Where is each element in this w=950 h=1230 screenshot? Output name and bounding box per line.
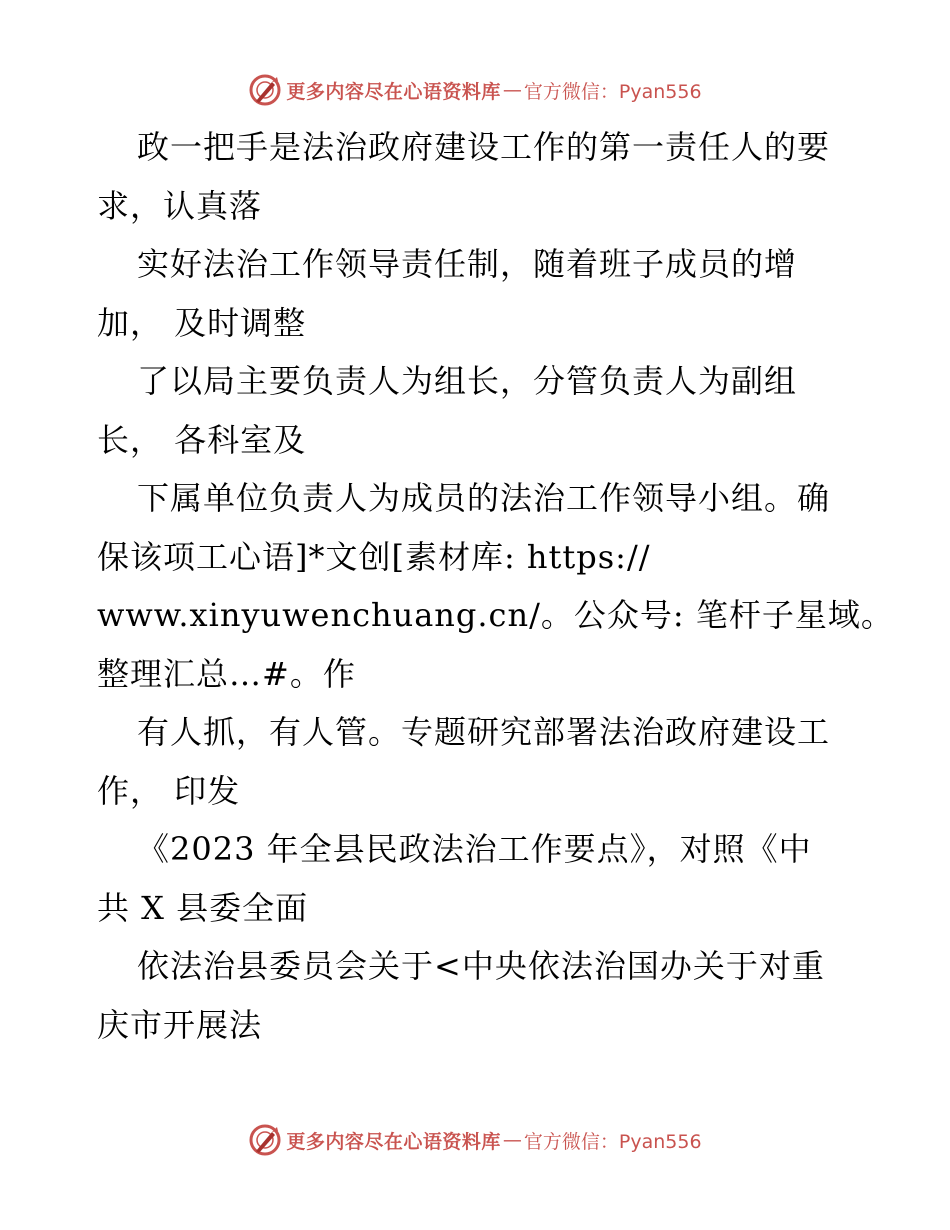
body-line: 长， 各科室及	[97, 420, 307, 459]
banner-separator: —	[502, 79, 522, 101]
quill-seal-icon	[248, 1123, 282, 1157]
header-banner	[0, 70, 950, 110]
body-line: 有人抓，有人管。专题研究部署法治政府建设工	[137, 713, 831, 751]
body-line: 《2023 年全县民政法治工作要点》，对照《中	[137, 830, 812, 868]
banner-wechat-text: 官方微信：Pyan556	[523, 1130, 702, 1153]
banner-main-text: 更多内容尽在心语资料库	[286, 1130, 501, 1153]
body-line: 加， 及时调整	[97, 303, 307, 342]
body-line: 依法治县委员会关于<中央依法治国办关于对重	[137, 947, 825, 985]
body-line: 庆市开展法	[97, 1005, 263, 1044]
body-line: 整理汇总…#。作	[97, 654, 356, 693]
footer-banner	[0, 1120, 950, 1160]
quill-seal-icon	[248, 73, 282, 107]
banner-separator: —	[502, 1129, 522, 1151]
body-line: 共 X 县委全面	[97, 888, 309, 927]
body-line: 求，认真落	[97, 186, 263, 225]
body-line: 了以局主要负责人为组长，分管负责人为副组	[137, 362, 798, 400]
body-line: 下属单位负责人为成员的法治工作领导小组。确	[137, 479, 831, 517]
body-line: 作， 印发	[97, 771, 241, 810]
banner-main-text: 更多内容尽在心语资料库	[286, 80, 501, 103]
body-line: www.xinyuwenchuang.cn/。公众号: 笔杆子星域。	[97, 596, 894, 634]
banner-wechat-text: 官方微信：Pyan556	[523, 80, 702, 103]
body-line: 实好法治工作领导责任制，随着班子成员的增	[137, 245, 798, 283]
body-line: 政一把手是法治政府建设工作的第一责任人的要	[137, 128, 831, 166]
document-body	[97, 118, 894, 1054]
body-line: 保该项工心语]*文创[素材库: https://	[97, 537, 651, 576]
